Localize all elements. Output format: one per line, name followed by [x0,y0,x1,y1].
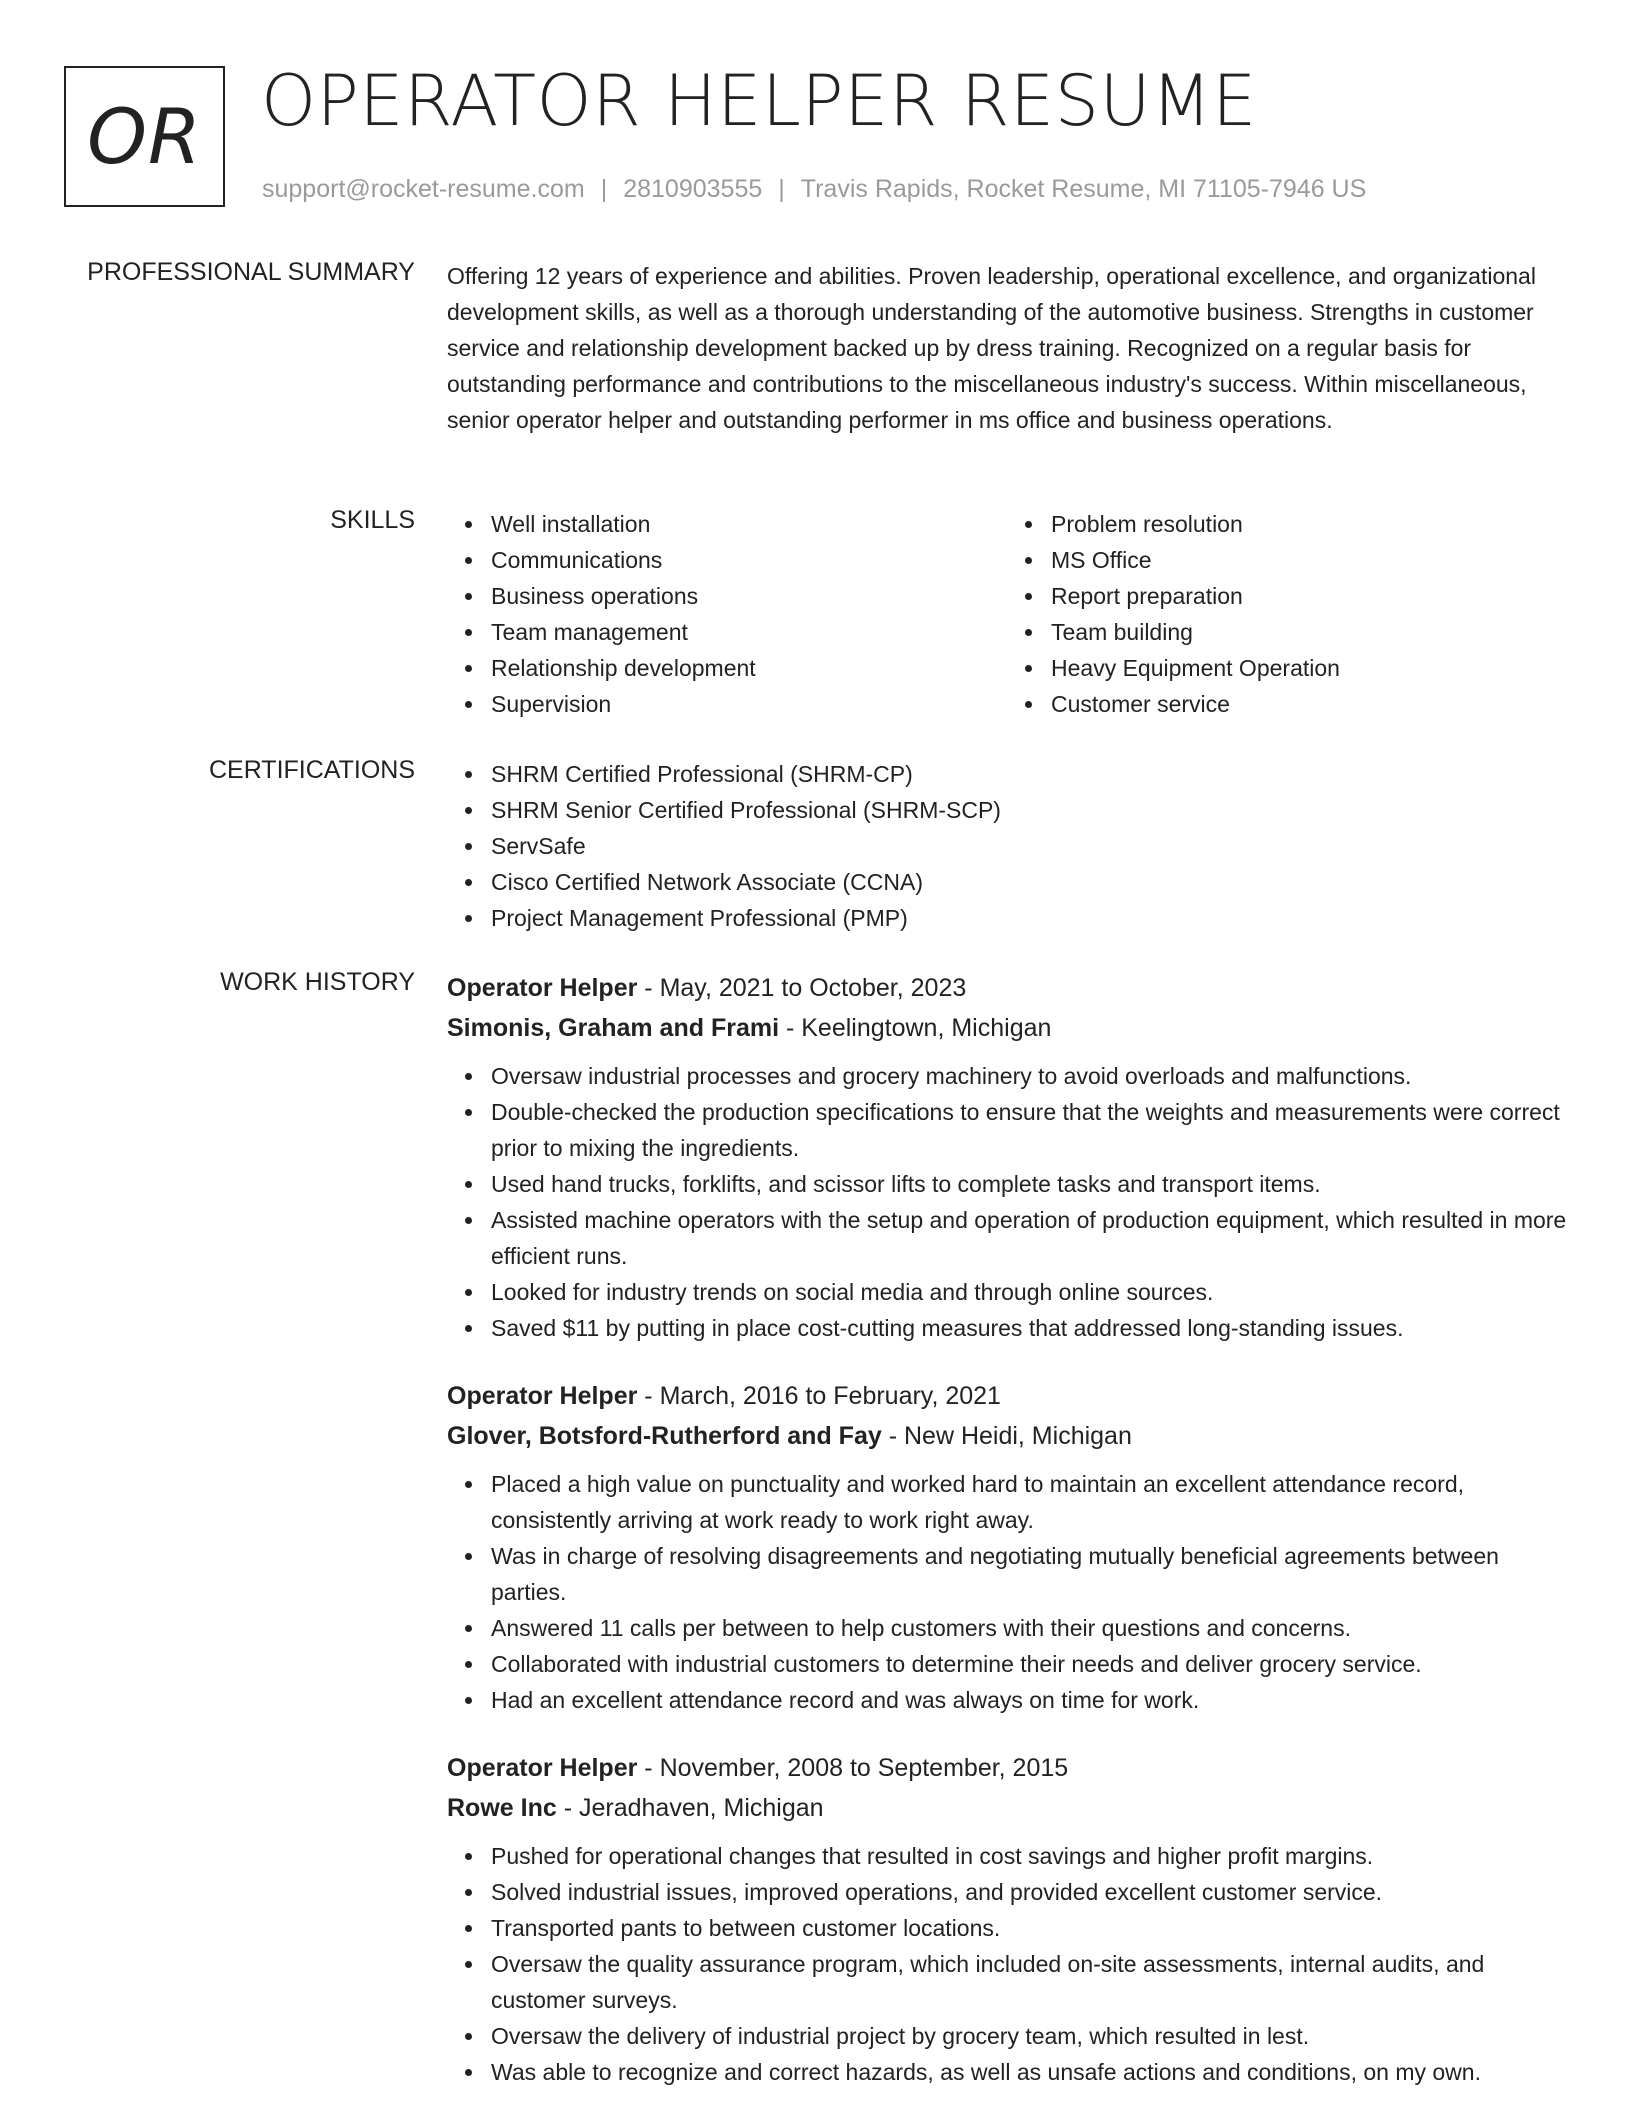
skill-item: Heavy Equipment Operation [1051,650,1567,686]
contact-address: Travis Rapids, Rocket Resume, MI 71105-7946 US [800,175,1367,203]
job-bullet: Collaborated with industrial customers to determine their needs and deliver grocery service. [491,1646,1567,1682]
job-company-line [447,1788,1567,1828]
job-dates: - March, 2016 to February, 2021 [644,1382,1001,1410]
job-title: Operator Helper [447,974,638,1002]
contact-separator: | [778,175,785,203]
job-entry [447,968,1567,1346]
skill-item: Relationship development [491,650,1007,686]
job-bullet: Solved industrial issues, improved operations, and provided excellent customer service. [491,1874,1567,1910]
job-bullet: Transported pants to between customer locations. [491,1910,1567,1946]
job-bullet: Double-checked the production specifications to ensure that the weights and measurements were correct prior to mixing the ingredients. [491,1094,1567,1166]
section-label: WORK HISTORY [220,968,415,996]
job-bullet: Assisted machine operators with the setup and operation of production equipment, which resulted in more efficient runs. [491,1202,1567,1274]
job-bullet: Oversaw the quality assurance program, which included on-site assessments, internal audits, and customer surveys. [491,1946,1567,2018]
certification-item: SHRM Certified Professional (SHRM-CP) [491,756,1567,792]
skill-item: Communications [491,542,1007,578]
job-title: Operator Helper [447,1382,638,1410]
job-bullet: Used hand trucks, forklifts, and scissor lifts to complete tasks and transport items. [491,1166,1567,1202]
job-bullet: Looked for industry trends on social media and through online sources. [491,1274,1567,1310]
skills-body [447,506,1567,722]
section-label: PROFESSIONAL SUMMARY [87,258,415,286]
summary-text: Offering 12 years of experience and abilities. Proven leadership, operational excellence, and organizational development skills, as well as a thorough understanding of the automotive business. Strengths in customer service and relationship development backed up by dress training. Recognized on a regular basis for outstanding performance and contributions to the miscellaneous industry's success. Within miscellaneous, senior operator helper and outstanding performer in ms office and business operations. [447,263,1536,433]
job-entry [447,1376,1567,1718]
section-label: CERTIFICATIONS [208,756,415,784]
job-company-line [447,1416,1567,1456]
job-bullet: Saved $11 by putting in place cost-cutting measures that addressed long-standing issues. [491,1310,1567,1346]
contact-line [262,175,1366,204]
certification-item: SHRM Senior Certified Professional (SHRM-SCP) [491,792,1567,828]
summary-body [447,258,1567,438]
job-bullet: Had an excellent attendance record and was always on time for work. [491,1682,1567,1718]
skill-item: Team building [1051,614,1567,650]
job-bullet: Was able to recognize and correct hazards, as well as unsafe actions and conditions, on my own. [491,2054,1567,2090]
job-location: - Keelingtown, Michigan [785,1014,1052,1042]
job-title-line [447,1376,1567,1416]
certifications-body [447,756,1567,936]
job-bullet: Was in charge of resolving disagreements and negotiating mutually beneficial agreements between parties. [491,1538,1567,1610]
skill-item: Business operations [491,578,1007,614]
contact-separator: | [600,175,608,203]
skill-item: Problem resolution [1051,506,1567,542]
job-location: - Jeradhaven, Michigan [563,1794,824,1822]
skills-list-right [1007,506,1567,722]
job-company-line [447,1008,1567,1048]
job-dates: - November, 2008 to September, 2015 [644,1754,1069,1782]
job-title: Operator Helper [447,1754,638,1782]
skill-item: MS Office [1051,542,1567,578]
job-bullets [447,1058,1567,1346]
certification-item: ServSafe [491,828,1567,864]
job-company: Simonis, Graham and Frami [447,1014,780,1042]
job-company: Rowe Inc [447,1794,557,1822]
job-bullets [447,1466,1567,1718]
skills-list-left [447,506,1007,722]
certification-item: Cisco Certified Network Associate (CCNA) [491,864,1567,900]
job-bullet: Pushed for operational changes that resulted in cost savings and higher profit margins. [491,1838,1567,1874]
job-location: - New Heidi, Michigan [888,1422,1132,1450]
contact-phone: 2810903555 [623,175,763,203]
skill-item: Team management [491,614,1007,650]
skill-item: Well installation [491,506,1007,542]
skill-item: Customer service [1051,686,1567,722]
certification-item: Project Management Professional (PMP) [491,900,1567,936]
job-bullets [447,1838,1567,2090]
certifications-list [447,756,1567,936]
job-bullet: Answered 11 calls per between to help customers with their questions and concerns. [491,1610,1567,1646]
job-bullet: Oversaw industrial processes and grocery machinery to avoid overloads and malfunctions. [491,1058,1567,1094]
section-label: SKILLS [330,506,415,534]
job-company: Glover, Botsford-Rutherford and Fay [447,1422,882,1450]
work-history-body [447,968,1567,2120]
job-dates: - May, 2021 to October, 2023 [644,974,967,1002]
job-title-line [447,1748,1567,1788]
contact-email: support@rocket-resume.com [262,175,585,203]
monogram-logo: OR [64,66,225,207]
skill-item: Report preparation [1051,578,1567,614]
job-title-line [447,968,1567,1008]
job-entry [447,1748,1567,2090]
job-bullet: Placed a high value on punctuality and worked hard to maintain an excellent attendance record, consistently arriving at work ready to work right away. [491,1466,1567,1538]
skill-item: Supervision [491,686,1007,722]
page-title: OPERATOR HELPER RESUME [261,60,1257,142]
job-bullet: Oversaw the delivery of industrial project by grocery team, which resulted in lest. [491,2018,1567,2054]
